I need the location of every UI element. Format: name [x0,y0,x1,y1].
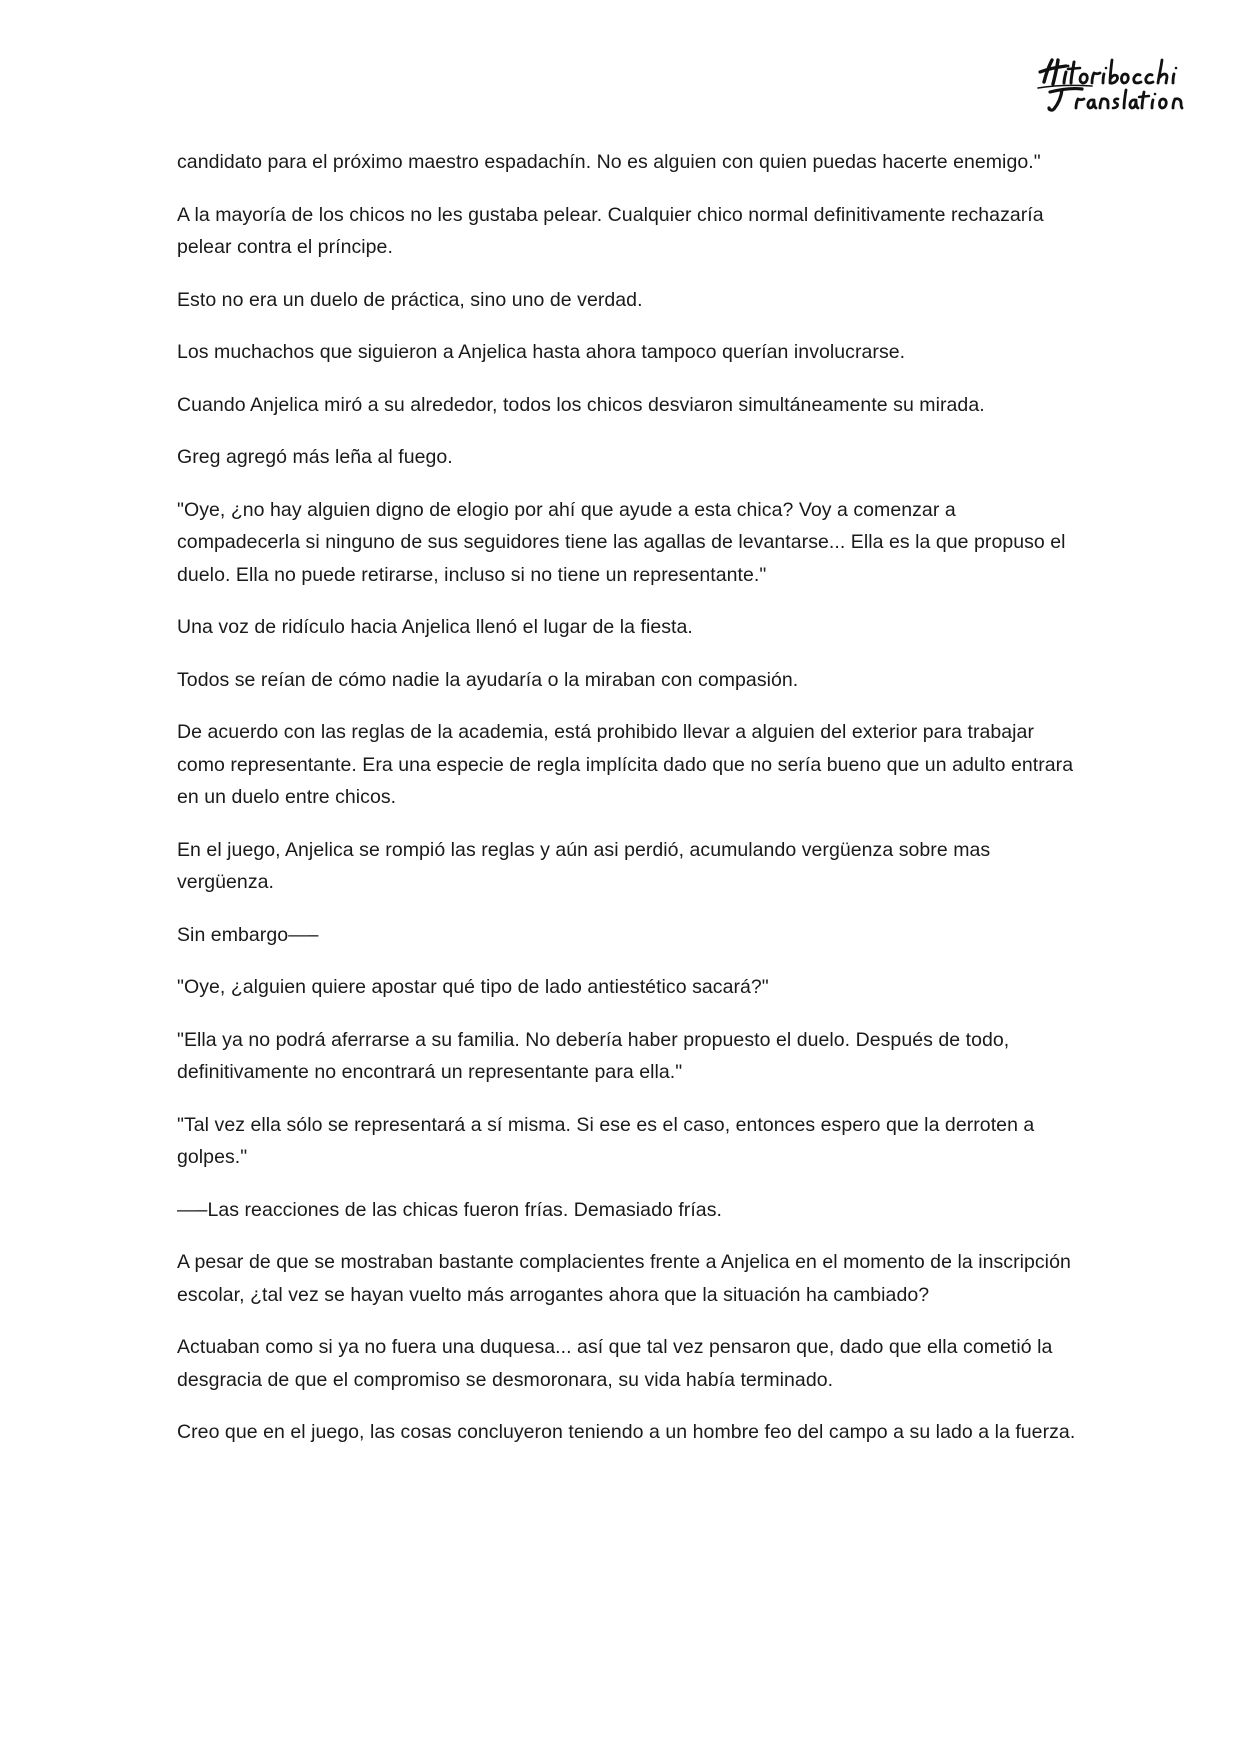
paragraph: Esto no era un duelo de práctica, sino uno de verdad. [177,288,643,311]
paragraph: Creo que en el juego, las cosas concluyeron teniendo a un hombre feo del campo a su lado a la fuerza. [177,1421,1076,1443]
document-body [177,146,1077,1469]
paragraph: Todos se reían de cómo nadie la ayudaría o la miraban con compasión. [177,668,799,691]
paragraph: Una voz de ridículo hacia Anjelica llenó el lugar de la fiesta. [177,616,693,638]
paragraph: Actuaban como si ya no fuera una duquesa... así que tal vez pensaron que, dado que ella cometió la desgracia de que el compromiso se desmoronara, su vida había terminado. [177,1336,1053,1391]
paragraph: "Ella ya no podrá aferrarse a su familia. No debería haber propuesto el duelo. Después de todo, definitivamente no encontrará un representante para ella." [177,1028,1010,1083]
paragraph: A pesar de que se mostraban bastante complacientes frente a Anjelica en el momento de la inscripción escolar, ¿tal vez se hayan vuelto más arrogantes ahora que la situación ha cambiado? [177,1251,1071,1306]
paragraph: candidato para el próximo maestro espadachín. No es alguien con quien puedas hacerte enemigo." [177,151,1041,173]
paragraph: De acuerdo con las reglas de la academia, está prohibido llevar a alguien del exterior para trabajar como representante. Era una especie de regla implícita dado que no sería bueno que un adulto entrara en un duelo entre chicos. [177,721,1074,808]
paragraph: —–Las reacciones de las chicas fueron frías. Demasiado frías. [177,1198,722,1221]
translator-logo [1036,52,1196,114]
paragraph: Cuando Anjelica miró a su alrededor, todos los chicos desviaron simultáneamente su mirada. [177,393,985,416]
paragraph: A la mayoría de los chicos no les gustaba pelear. Cualquier chico normal definitivamente rechazaría pelear contra el príncipe. [177,203,1044,258]
paragraph: Sin embargo—– [177,923,319,946]
paragraph: "Oye, ¿no hay alguien digno de elogio por ahí que ayude a esta chica? Voy a comenzar a compadecerla si ninguno de sus seguidores tiene las agallas de levantarse... Ella es la que propuso el duelo. Ella no puede retirarse, incluso si no tiene un representante." [177,498,1066,586]
paragraph: Los muchachos que siguieron a Anjelica hasta ahora tampoco querían involucrarse. [177,341,906,363]
paragraph: En el juego, Anjelica se rompió las reglas y aún asi perdió, acumulando vergüenza sobre mas vergüenza. [177,838,991,893]
hitoribocchi-translation-logo-icon [1036,52,1196,114]
paragraph: "Tal vez ella sólo se representará a sí misma. Si ese es el caso, entonces espero que la derroten a golpes." [177,1113,1035,1168]
paragraph: Greg agregó más leña al fuego. [177,446,453,468]
paragraph: "Oye, ¿alguien quiere apostar qué tipo de lado antiestético sacará?" [177,976,769,998]
